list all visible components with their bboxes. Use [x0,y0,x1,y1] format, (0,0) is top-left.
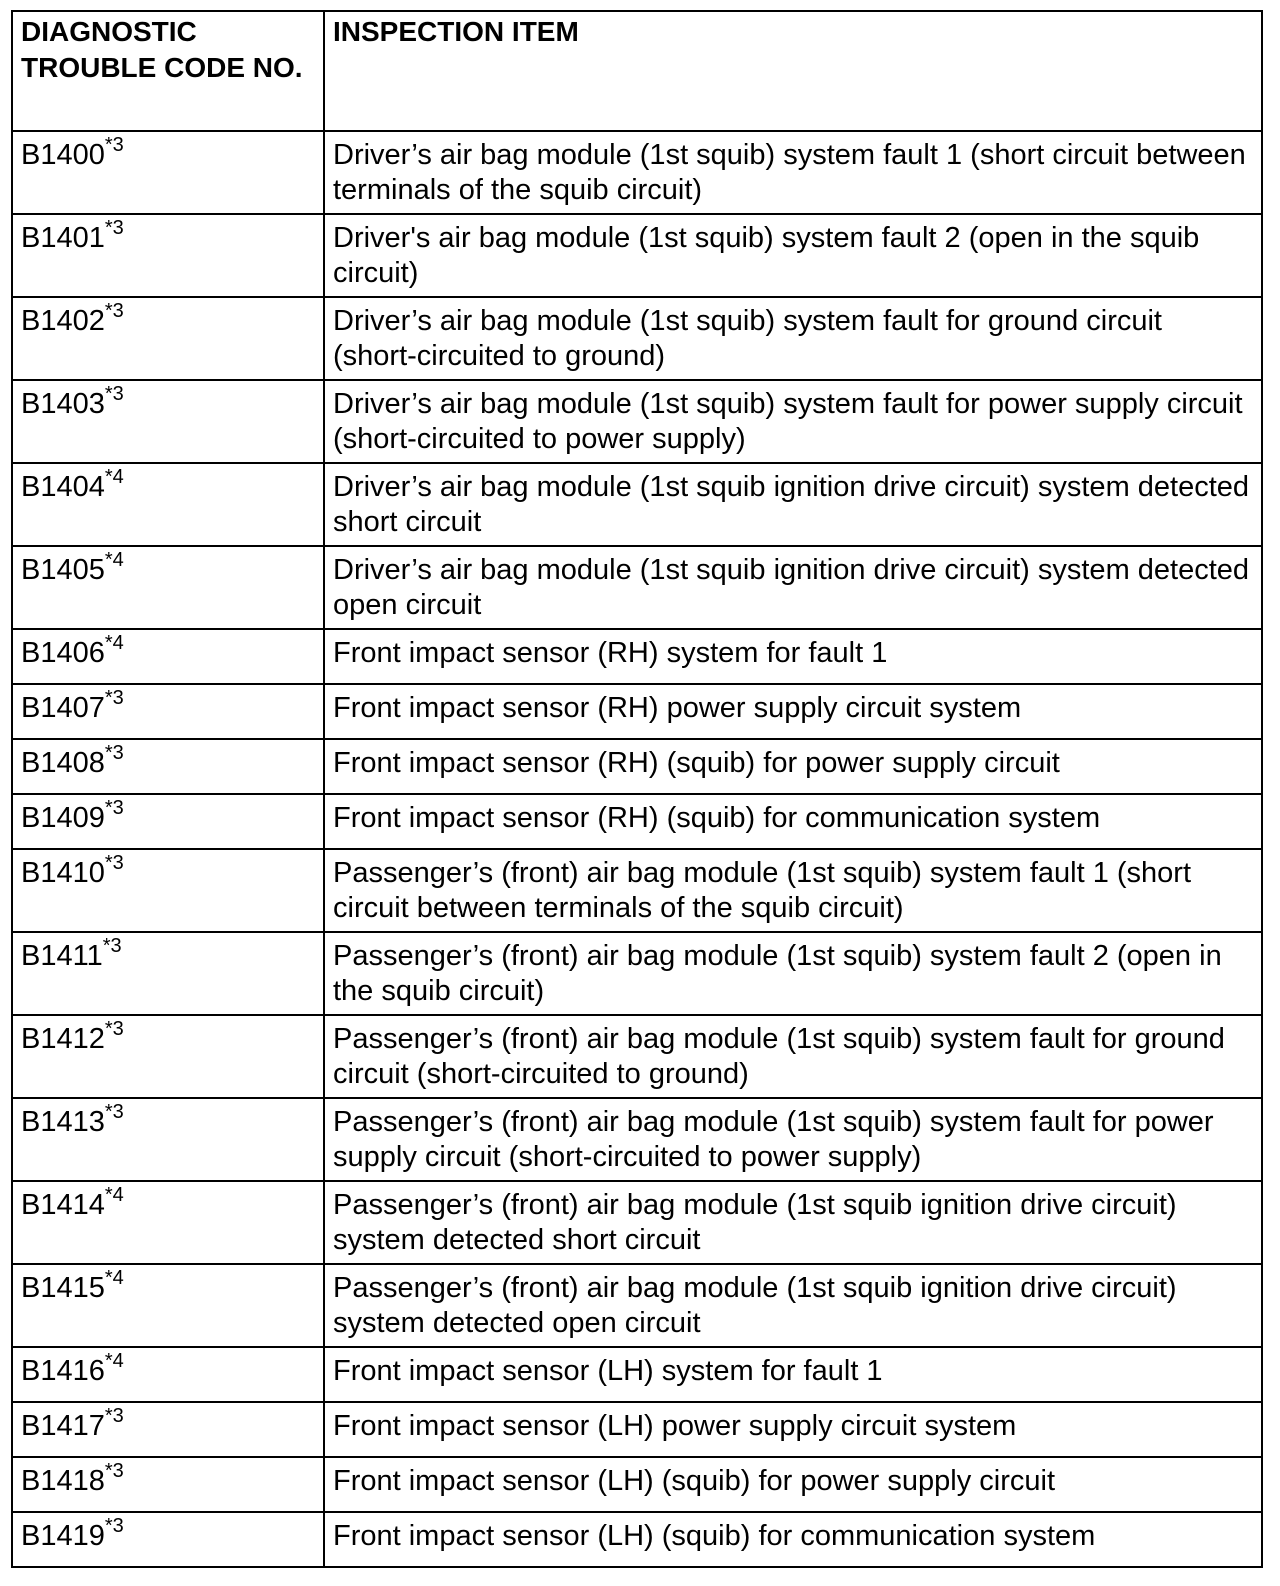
dtc-code-cell [12,1264,324,1347]
header-row [12,11,1262,131]
dtc-note-marker: *4 [104,632,124,655]
inspection-item-cell: Passenger’s (front) air bag module (1st squib) system fault 1 (short circuit between terminals of the squib circuit) [324,849,1262,932]
table-row [12,463,1262,546]
dtc-code-cell [12,1347,324,1402]
inspection-item-cell: Passenger’s (front) air bag module (1st squib) system fault for ground circuit (short-circuited to ground) [324,1015,1262,1098]
dtc-note-marker: *3 [104,134,124,157]
dtc-note-marker: *3 [104,852,124,875]
table-row [12,1015,1262,1098]
inspection-item-cell: Front impact sensor (LH) (squib) for communication system [324,1512,1262,1567]
dtc-note-marker: *4 [104,1350,124,1373]
dtc-code-cell [12,1015,324,1098]
dtc-code-cell [12,380,324,463]
dtc-code: B1414 [21,1189,105,1221]
dtc-code-cell [12,131,324,214]
dtc-code-cell [12,794,324,849]
dtc-code: B1416 [21,1355,105,1387]
table-row [12,380,1262,463]
dtc-note-marker: *3 [104,217,124,240]
inspection-item-cell: Driver's air bag module (1st squib) system fault 2 (open in the squib circuit) [324,214,1262,297]
dtc-code: B1415 [21,1272,105,1304]
dtc-note-marker: *3 [104,1515,124,1538]
dtc-code: B1409 [21,802,105,834]
inspection-item-cell: Driver’s air bag module (1st squib) system fault for power supply circuit (short-circuited to power supply) [324,380,1262,463]
table-row [12,1402,1262,1457]
inspection-item-cell: Front impact sensor (RH) system for fault 1 [324,629,1262,684]
dtc-code: B1418 [21,1465,105,1497]
dtc-note-marker: *3 [104,1460,124,1483]
dtc-code-cell [12,214,324,297]
inspection-item-cell: Passenger’s (front) air bag module (1st squib) system fault 2 (open in the squib circuit) [324,932,1262,1015]
dtc-note-marker: *3 [102,935,122,958]
dtc-code-cell [12,463,324,546]
dtc-code-cell [12,546,324,629]
dtc-code: B1406 [21,637,105,669]
dtc-code: B1404 [21,471,105,503]
inspection-item-cell: Driver’s air bag module (1st squib ignition drive circuit) system detected open circuit [324,546,1262,629]
dtc-code: B1403 [21,388,105,420]
dtc-code-cell [12,1512,324,1567]
inspection-item-cell: Driver’s air bag module (1st squib) system fault for ground circuit (short-circuited to ground) [324,297,1262,380]
inspection-item-cell: Driver’s air bag module (1st squib) system fault 1 (short circuit between terminals of the squib circuit) [324,131,1262,214]
table-row [12,629,1262,684]
dtc-code-cell [12,1181,324,1264]
dtc-code-cell [12,849,324,932]
dtc-code-cell [12,1457,324,1512]
dtc-note-marker: *4 [104,1184,124,1207]
table-row [12,214,1262,297]
inspection-item-cell: Passenger’s (front) air bag module (1st squib) system fault for power supply circuit (short-circuited to power supply) [324,1098,1262,1181]
dtc-code: B1401 [21,222,105,254]
dtc-table [11,10,1263,1568]
dtc-code: B1413 [21,1106,105,1138]
dtc-note-marker: *4 [104,549,124,572]
table-row [12,684,1262,739]
dtc-code: B1417 [21,1410,105,1442]
dtc-code-cell [12,1098,324,1181]
dtc-code: B1400 [21,139,105,171]
dtc-code-cell [12,932,324,1015]
dtc-code: B1410 [21,857,105,889]
table-row [12,1347,1262,1402]
inspection-item-cell: Passenger’s (front) air bag module (1st squib ignition drive circuit) system detected short circuit [324,1181,1262,1264]
dtc-code: B1419 [21,1520,105,1552]
table-body [12,131,1262,1567]
dtc-code-cell [12,684,324,739]
dtc-code: B1408 [21,747,105,779]
table-row [12,1457,1262,1512]
dtc-note-marker: *3 [104,797,124,820]
inspection-item-cell: Front impact sensor (LH) system for fault 1 [324,1347,1262,1402]
dtc-note-marker: *3 [104,742,124,765]
inspection-item-cell: Front impact sensor (RH) (squib) for communication system [324,794,1262,849]
inspection-item-cell: Front impact sensor (LH) power supply circuit system [324,1402,1262,1457]
inspection-item-cell: Passenger’s (front) air bag module (1st squib ignition drive circuit) system detected open circuit [324,1264,1262,1347]
dtc-note-marker: *3 [104,687,124,710]
dtc-code: B1412 [21,1023,105,1055]
dtc-note-marker: *4 [104,1267,124,1290]
dtc-note-marker: *3 [104,1101,124,1124]
table-row [12,1181,1262,1264]
header-item: INSPECTION ITEM [324,11,1262,131]
dtc-code-cell [12,1402,324,1457]
table-row [12,932,1262,1015]
table-row [12,794,1262,849]
table-row [12,849,1262,932]
dtc-code: B1411 [21,940,103,972]
dtc-code-cell [12,739,324,794]
table-row [12,1512,1262,1567]
inspection-item-cell: Driver’s air bag module (1st squib ignition drive circuit) system detected short circuit [324,463,1262,546]
table-row [12,131,1262,214]
table-header [12,11,1262,131]
dtc-note-marker: *4 [104,466,124,489]
dtc-code: B1407 [21,692,105,724]
dtc-note-marker: *3 [104,1405,124,1428]
dtc-note-marker: *3 [104,383,124,406]
table-row [12,739,1262,794]
table-row [12,1264,1262,1347]
inspection-item-cell: Front impact sensor (RH) power supply circuit system [324,684,1262,739]
table-row [12,546,1262,629]
dtc-code-cell [12,629,324,684]
inspection-item-cell: Front impact sensor (LH) (squib) for power supply circuit [324,1457,1262,1512]
inspection-item-cell: Front impact sensor (RH) (squib) for power supply circuit [324,739,1262,794]
table-row [12,1098,1262,1181]
table-row [12,297,1262,380]
dtc-note-marker: *3 [104,1018,124,1041]
dtc-code: B1402 [21,305,105,337]
header-code: DIAGNOSTIC TROUBLE CODE NO. [12,11,324,131]
dtc-code: B1405 [21,554,105,586]
dtc-code-cell [12,297,324,380]
dtc-note-marker: *3 [104,300,124,323]
